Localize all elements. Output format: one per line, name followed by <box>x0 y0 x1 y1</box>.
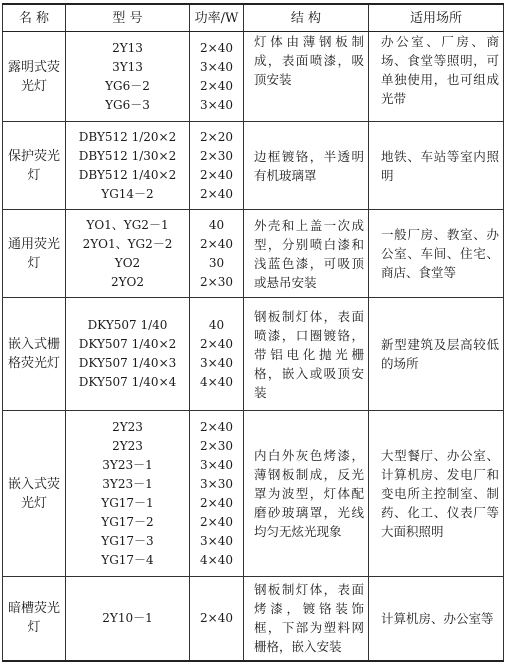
lamp-name: 嵌入式荧光灯 <box>3 411 66 577</box>
table-row <box>3 411 504 577</box>
power-item: 3×40 <box>200 457 233 472</box>
model-cell <box>66 577 190 661</box>
model-item: 3Y23－1 <box>102 457 153 472</box>
power-item: 2×40 <box>200 78 233 93</box>
header-model: 型 号 <box>66 4 190 32</box>
power-cell <box>190 298 244 411</box>
scene-cell: 办公室、厂房、商场、食堂等照明，可单独使用，也可组成光带 <box>369 32 504 122</box>
power-item: 2×40 <box>200 419 233 434</box>
model-item: DKY507 1/40 <box>87 318 168 332</box>
model-item: 2YO2 <box>110 274 145 289</box>
power-cell <box>190 210 244 298</box>
power-item: 3×40 <box>200 533 233 548</box>
power-item: 3×30 <box>200 476 233 491</box>
model-item: YO1、YG2－1 <box>86 217 169 232</box>
table-row <box>3 122 504 210</box>
power-item: 40 <box>208 318 225 332</box>
model-item: 3Y13 <box>112 59 143 74</box>
model-item: 2Y23 <box>112 438 143 453</box>
lamp-name: 通用荧光灯 <box>3 210 66 298</box>
power-item: 2×40 <box>200 40 233 55</box>
table-row <box>3 210 504 298</box>
power-item: 2×40 <box>200 337 233 351</box>
scene-cell: 新型建筑及层高较低的场所 <box>369 298 504 411</box>
model-item: YG6－2 <box>105 78 150 93</box>
model-item: YG17－4 <box>101 552 154 567</box>
model-item: YG14－2 <box>101 186 154 201</box>
model-item: YO2 <box>114 255 141 270</box>
power-item: 2×40 <box>200 495 233 510</box>
power-item: 3×40 <box>200 356 233 370</box>
power-item: 4×40 <box>200 552 233 567</box>
model-item: DKY507 1/40×3 <box>78 356 177 370</box>
model-cell <box>66 298 190 411</box>
power-item: 2×20 <box>200 129 233 144</box>
lamp-name: 暗槽荧光灯 <box>3 577 66 661</box>
model-item: DBY512 1/20×2 <box>78 129 177 144</box>
structure-cell: 灯体由薄钢板制成，表面喷漆，吸顶安装 <box>244 32 369 122</box>
lamp-name: 露明式荧光灯 <box>3 32 66 122</box>
power-item: 2×40 <box>200 514 233 529</box>
model-item: DKY507 1/40×2 <box>78 337 177 351</box>
header-scene: 适用场所 <box>369 4 504 32</box>
table-row <box>3 32 504 122</box>
header-structure: 结 构 <box>244 4 369 32</box>
structure-cell: 钢板制灯体，表面烤漆，镀铬装饰框，下部为塑料网栅格，嵌入安装 <box>244 577 369 661</box>
model-cell <box>66 32 190 122</box>
lamp-spec-table <box>2 3 504 662</box>
structure-cell: 边框镀铬，半透明有机玻璃罩 <box>244 122 369 210</box>
scene-cell: 地铁、车站等室内照明 <box>369 122 504 210</box>
power-item: 2×30 <box>200 438 233 453</box>
power-cell <box>190 577 244 661</box>
power-item: 40 <box>208 217 225 232</box>
power-item: 2×40 <box>200 186 233 201</box>
model-item: DBY512 1/30×2 <box>78 148 177 163</box>
lamp-name: 嵌入式栅格荧光灯 <box>3 298 66 411</box>
power-item: 2×40 <box>200 236 233 251</box>
model-item: 2Y10－1 <box>102 610 153 625</box>
power-item: 3×40 <box>200 97 233 112</box>
header-name: 名 称 <box>3 4 66 32</box>
table-row <box>3 298 504 411</box>
power-item: 2×40 <box>200 610 233 625</box>
model-item: YG17－3 <box>101 533 154 548</box>
power-cell <box>190 411 244 577</box>
model-item: 2Y13 <box>112 40 143 55</box>
structure-cell: 内白外灰色烤漆，薄钢板制成，反光罩为波型，灯体配磨砂玻璃罩，光线均匀无炫光现象 <box>244 411 369 577</box>
model-item: YG6－3 <box>105 97 150 112</box>
power-item: 2×30 <box>200 274 233 289</box>
model-item: DKY507 1/40×4 <box>78 375 177 389</box>
lamp-name: 保护荧光灯 <box>3 122 66 210</box>
table-row <box>3 577 504 661</box>
scene-cell: 大型餐厅、办公室、计算机房、发电厂和变电所主控制室、制药、化工、仪表厂等大面积照明 <box>369 411 504 577</box>
model-item: 2Y23 <box>112 419 143 434</box>
model-item: YG17－2 <box>101 514 154 529</box>
power-cell <box>190 32 244 122</box>
power-item: 30 <box>208 255 225 270</box>
structure-cell: 外壳和上盖一次成型，分别喷白漆和浅蓝色漆，可吸顶或悬吊安装 <box>244 210 369 298</box>
model-cell <box>66 411 190 577</box>
model-item: 2YO1、YG2－2 <box>82 236 173 251</box>
header-power: 功率/W <box>190 4 244 32</box>
scene-cell: 计算机房、办公室等 <box>369 577 504 661</box>
power-item: 2×40 <box>200 167 233 182</box>
model-cell <box>66 122 190 210</box>
model-item: 3Y23－1 <box>102 476 153 491</box>
structure-cell: 钢板制灯体，表面喷漆，口圈镀铬，带铝电化抛光栅格，嵌入或吸顶安装 <box>244 298 369 411</box>
power-cell <box>190 122 244 210</box>
power-item: 3×40 <box>200 59 233 74</box>
power-item: 2×30 <box>200 148 233 163</box>
power-item: 4×40 <box>200 375 233 389</box>
model-item: YG17－1 <box>101 495 154 510</box>
model-item: DBY512 1/40×2 <box>78 167 177 182</box>
header-row <box>3 4 504 32</box>
scene-cell: 一般厂房、教室、办公室、车间、住宅、商店、食堂等 <box>369 210 504 298</box>
model-cell <box>66 210 190 298</box>
